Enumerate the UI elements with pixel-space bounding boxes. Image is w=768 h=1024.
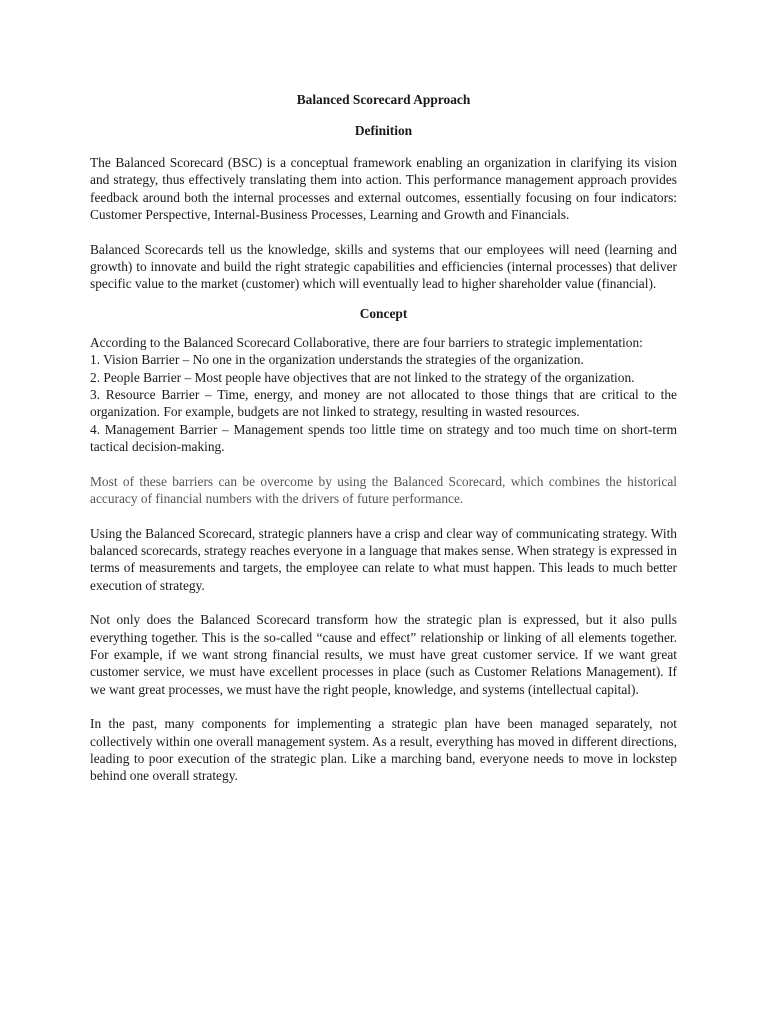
document-title: Balanced Scorecard Approach (296, 92, 471, 107)
barrier-item-2: 2. People Barrier – Most people have objectives that are not linked to the strategy of the organization. (90, 369, 635, 385)
overcome-paragraph: Most of these barriers can be overcome by using the Balanced Scorecard, which combines the historical accuracy of financial numbers with the drivers of future performance. (90, 473, 677, 507)
definition-paragraph-1: The Balanced Scorecard (BSC) is a conceptual framework enabling an organization in clarifying its vision and strategy, thus effectively translating them into action. This performance management approach provides feedback around both the internal processes and external outcomes, essentially focusing on four indicators: Customer Perspective, Internal-Business Processes, Learning and Growth and Financials. (90, 155, 677, 223)
body-paragraph-1: Using the Balanced Scorecard, strategic planners have a crisp and clear way of communicating strategy. With balanced scorecards, strategy reaches everyone in a language that makes sense. When strategy is expressed in terms of measurements and targets, the employee can relate to what must happen. This leads to much better execution of strategy. (90, 525, 677, 593)
barrier-item-4: 4. Management Barrier – Management spends too little time on strategy and too much time on short-term tactical decision-making. (90, 421, 677, 455)
body-paragraph-3: In the past, many components for implementing a strategic plan have been managed separately, not collectively within one overall management system. As a result, everything has moved in different directions, leading to poor execution of the strategic plan. Like a marching band, everyone needs to move in lockstep behind one overall strategy. (90, 716, 677, 784)
definition-heading: Definition (354, 123, 413, 138)
concept-heading: Concept (359, 305, 408, 321)
barrier-item-3: 3. Resource Barrier – Time, energy, and money are not allocated to those things that are critical to the organization. For example, budgets are not linked to strategy, resulting in wasted resources. (90, 387, 677, 420)
definition-paragraph-2: Balanced Scorecards tell us the knowledge, skills and systems that our employees will need (learning and growth) to innovate and build the right strategic capabilities and efficiencies (internal processes) that deliver specific value to the market (customer) which will eventually lead to higher shareholder value (financial). (90, 241, 677, 292)
barrier-item-1: 1. Vision Barrier – No one in the organization understands the strategies of the organization. (90, 352, 584, 368)
document-page (90, 91, 677, 785)
body-paragraph-2: Not only does the Balanced Scorecard transform how the strategic plan is expressed, but it also pulls everything together. This is the so-called “cause and effect” relationship or linking of all elements together. For example, if we want strong financial results, we must have great customer service. If we want great customer service, we must have excellent processes in place (such as Customer Relations Management). If we want great processes, we must have the right people, knowledge, and systems (intellectual capital). (90, 612, 677, 697)
barrier-list (90, 351, 677, 455)
concept-intro: According to the Balanced Scorecard Collaborative, there are four barriers to strategic implementation: (90, 334, 643, 350)
